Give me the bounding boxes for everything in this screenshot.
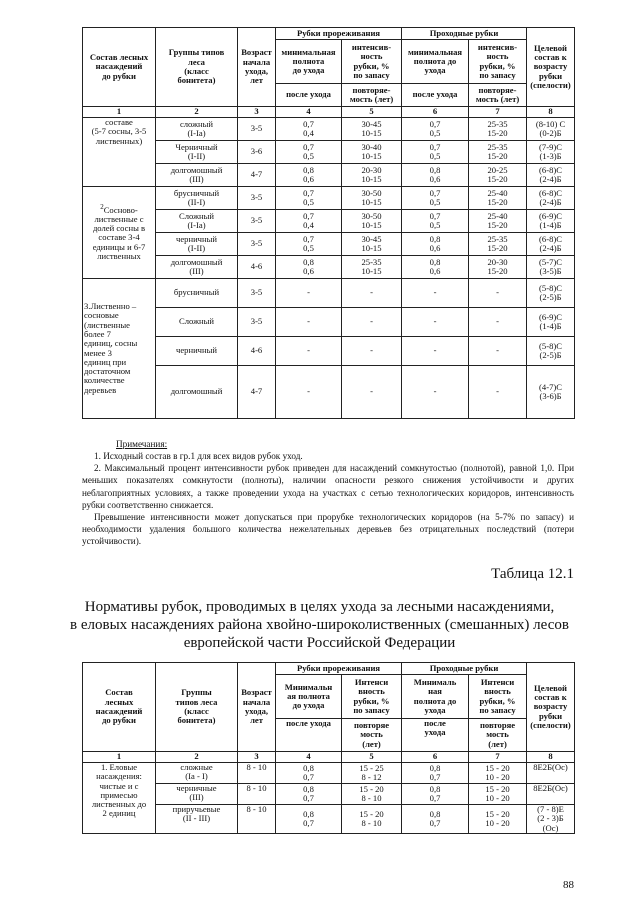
t2-min-density: 0,8 0,7 — [276, 784, 342, 805]
t2-min-density: 0,8 0,7 — [276, 763, 342, 784]
t2-header-repeat-p: повторяе мость (лет) — [469, 719, 527, 752]
t1-intensity-p: 20-30 15-20 — [469, 256, 527, 279]
t1-target: (6-8)С (2-4)Б — [527, 187, 575, 210]
table-1 — [82, 27, 575, 419]
t1-intensity-p: 20-25 15-20 — [469, 164, 527, 187]
t1-intensity: 30-45 10-15 — [342, 233, 402, 256]
t2-age: 8 - 10 — [238, 784, 276, 805]
t1-forest-type: Сложный (I-Ia) — [156, 210, 238, 233]
t2-age: 8 - 10 — [238, 763, 276, 784]
t1-intensity-p: 25-35 15-20 — [469, 118, 527, 141]
t1-intensity: 30-50 10-15 — [342, 187, 402, 210]
t2-target: 8Е2Б(Ос) — [527, 763, 575, 784]
t2-target: 8Е2Б(Ос) — [527, 784, 575, 805]
t1-intensity-p: 25-40 15-20 — [469, 187, 527, 210]
t2-intensity-p: 15 - 20 10 - 20 — [469, 784, 527, 805]
t1-min-density-p: 0,8 0,6 — [402, 233, 469, 256]
t1-header-min-density-p: минимальная полнота до ухода — [402, 40, 469, 84]
t2-age: 8 - 10 — [238, 805, 276, 834]
t1-intensity: 25-35 10-15 — [342, 256, 402, 279]
t2-intensity: 15 - 25 8 - 12 — [342, 763, 402, 784]
t1-forest-type: долгомошный — [156, 366, 238, 419]
t1-group2-label: $^2$Сосново- лиственные с долей сосны в составе 3-4 единицы и 6-7 лиственных — [83, 187, 156, 279]
t1-intensity-p: 25-40 15-20 — [469, 210, 527, 233]
t2-intensity-p: 15 - 20 10 - 20 — [469, 763, 527, 784]
notes — [82, 438, 574, 547]
t1-intensity-p: 25-35 15-20 — [469, 233, 527, 256]
note-2: 2. Максимальный процент интенсивности рубок приведен для насаждений сомкнутостью (полнотой), равной 1,0. При меньших показателях сомкнутости (полноты), наличии опасности резкого снижения устойчивости и других неблагоприятных условиях, а также проведении ухода на участках с сетью технологических коридоров, интенсивность рубки соответственно снижается. — [82, 463, 574, 510]
note-3: Превышение интенсивности может допускаться при прорубке технологических коридоров (на 5-7% по запасу) и необходимости удаления большого количества нежелательных деревьев без отрицательных последствий (потери устойчивости). — [82, 511, 574, 547]
t1-forest-type: долгомошный (III) — [156, 256, 238, 279]
t1-target: (5-7)С (3-5)Б — [527, 256, 575, 279]
t1-forest-type: черничный (I-II) — [156, 233, 238, 256]
t1-header-composition: Состав лесных насаждений до рубки — [83, 28, 156, 107]
t2-header-target: Целевой состав к возрасту рубки (спелости) — [527, 663, 575, 752]
table-row — [83, 187, 575, 210]
t1-target: (5-8)С (2-5)Б — [527, 279, 575, 308]
page-number: 88 — [563, 879, 574, 891]
t1-min-density-p: 0,8 0,6 — [402, 256, 469, 279]
t1-header-repeat-p: повторяе- мость (лет) — [469, 84, 527, 107]
t2-header-after: после ухода — [276, 719, 342, 752]
t1-min-density: 0,7 0,5 — [276, 187, 342, 210]
notes-title: Примечания: — [116, 439, 168, 449]
note-1: 1. Исходный состав в гр.1 для всех видов рубок уход. — [94, 451, 303, 462]
t1-intensity: - — [342, 366, 402, 419]
t1-target: (5-8)С (2-5)Б — [527, 337, 575, 366]
t1-header-after-p: после ухода — [402, 84, 469, 107]
t1-group3-label: 3.Лиственно – сосновые (лиственные более 7 единиц, сосны менее 3 единиц при достаточном количестве деревьев — [83, 279, 156, 419]
t1-intensity: 30-50 10-15 — [342, 210, 402, 233]
t1-age: 4-7 — [238, 366, 276, 419]
t1-age: 3-6 — [238, 141, 276, 164]
t2-header-repeat: повторяе мость (лет) — [342, 719, 402, 752]
t1-intensity: - — [342, 308, 402, 337]
t1-min-density-p: 0,7 0,5 — [402, 210, 469, 233]
table-row — [83, 210, 575, 233]
t1-age: 4-6 — [238, 337, 276, 366]
t2-target: (7 - 8)Е (2 - 3)Б (Ос) — [527, 805, 575, 834]
t1-min-density-p: - — [402, 279, 469, 308]
t1-header-intensity-p: интенсив- ность рубки, % по запасу — [469, 40, 527, 84]
t1-target: (6-8)С (2-4)Б — [527, 164, 575, 187]
t1-min-density-p: - — [402, 308, 469, 337]
t1-header-min-density: минимальная полнота до ухода — [276, 40, 342, 84]
t1-min-density: 0,7 0,5 — [276, 141, 342, 164]
t2-header-min-density: Минимальн ая полнота до ухода — [276, 675, 342, 719]
t1-min-density-p: - — [402, 366, 469, 419]
t1-age: 3-5 — [238, 187, 276, 210]
t1-header-forest-groups: Группы типов леса (класс бонитета) — [156, 28, 238, 107]
table-row — [83, 141, 575, 164]
t1-header-repeat: повторяе- мость (лет) — [342, 84, 402, 107]
t1-age: 3-5 — [238, 210, 276, 233]
t1-forest-type: сложный (I-Ia) — [156, 118, 238, 141]
t1-min-density: - — [276, 337, 342, 366]
t2-header-passage: Проходные рубки — [402, 663, 527, 675]
t1-header-age: Возраст начала ухода, лет — [238, 28, 276, 107]
table-row — [83, 337, 575, 366]
t1-intensity: - — [342, 279, 402, 308]
t1-forest-type: черничный — [156, 337, 238, 366]
t1-group1-label: составе (5-7 сосны, 3-5 лиственных) — [83, 118, 156, 187]
t2-column-numbers: 1 2 3 4 5 6 7 8 — [83, 752, 575, 763]
t1-min-density: 0,7 0,5 — [276, 233, 342, 256]
t1-intensity-p: - — [469, 279, 527, 308]
t2-min-density: 0,8 0,7 — [276, 805, 342, 834]
t1-intensity: 30-40 10-15 — [342, 141, 402, 164]
table-row — [83, 279, 575, 308]
t1-forest-type: брусничный — [156, 279, 238, 308]
t1-min-density: 0,7 0,4 — [276, 118, 342, 141]
t1-intensity: 30-45 10-15 — [342, 118, 402, 141]
table-heading: Нормативы рубок, проводимых в целях ухода за лесными насаждениями, в еловых насаждениях района хвойно-широколиственных (смешанных) лесов европейской части Российской Федерации — [70, 599, 569, 651]
t2-intensity-p: 15 - 20 10 - 20 — [469, 805, 527, 834]
t1-min-density-p: 0,7 0,5 — [402, 187, 469, 210]
t1-target: (4-7)С (3-6)Б — [527, 366, 575, 419]
t2-group1-label: 1. Еловые насаждения: чистые и с примесью лиственных до 2 единиц — [83, 763, 156, 834]
t1-target: (7-9)С (1-3)Б — [527, 141, 575, 164]
t1-header-thinning: Рубки прореживания — [276, 28, 402, 40]
t2-intensity: 15 - 20 8 - 10 — [342, 784, 402, 805]
table-row — [83, 366, 575, 419]
t2-forest-type: сложные (Ia - I) — [156, 763, 238, 784]
t1-intensity-p: - — [469, 366, 527, 419]
t2-header-composition: Состав лесных насаждений до рубки — [83, 663, 156, 752]
t1-min-density-p: 0,7 0,5 — [402, 118, 469, 141]
t1-min-density-p: - — [402, 337, 469, 366]
t2-header-intensity: Интенси вность рубки, % по запасу — [342, 675, 402, 719]
t2-min-density-p: 0,8 0,7 — [402, 784, 469, 805]
table-row — [83, 164, 575, 187]
t1-age: 3-5 — [238, 118, 276, 141]
table-row — [83, 256, 575, 279]
t1-header-target: Целевой состав к возрасту рубки (спелости) — [527, 28, 575, 107]
t2-min-density-p: 0,8 0,7 — [402, 763, 469, 784]
t1-forest-type: Сложный — [156, 308, 238, 337]
t1-age: 4-7 — [238, 164, 276, 187]
t2-header-min-density-p: Минималь ная полнота до ухода — [402, 675, 469, 719]
table-row — [83, 308, 575, 337]
t2-min-density-p: 0,8 0,7 — [402, 805, 469, 834]
t2-forest-type: черничные (III) — [156, 784, 238, 805]
t1-min-density-p: 0,8 0,6 — [402, 164, 469, 187]
t1-min-density: 0,7 0,4 — [276, 210, 342, 233]
t1-age: 3-5 — [238, 308, 276, 337]
t2-forest-type: приручьевые (II - III) — [156, 805, 238, 834]
t2-header-intensity-p: Интенси вность рубки, % по запасу — [469, 675, 527, 719]
t2-header-age: Возраст начала ухода, лет — [238, 663, 276, 752]
t1-target: (6-9)С (1-4)Б — [527, 210, 575, 233]
t1-forest-type: долгомошный (III) — [156, 164, 238, 187]
t1-header-passage: Проходные рубки — [402, 28, 527, 40]
t1-age: 4-6 — [238, 256, 276, 279]
t1-intensity-p: - — [469, 308, 527, 337]
table-row — [83, 763, 575, 784]
t1-min-density: - — [276, 308, 342, 337]
table-row — [83, 118, 575, 141]
t1-forest-type: Черничный (I-II) — [156, 141, 238, 164]
t1-target: (6-9)С (1-4)Б — [527, 308, 575, 337]
t1-forest-type: брусничный (II-I) — [156, 187, 238, 210]
t1-target: (8-10) С (0-2)Б — [527, 118, 575, 141]
t1-age: 3-5 — [238, 233, 276, 256]
t1-min-density-p: 0,7 0,5 — [402, 141, 469, 164]
t1-min-density: - — [276, 279, 342, 308]
t2-header-forest-groups: Группы типов леса (класс бонитета) — [156, 663, 238, 752]
t1-min-density: 0,8 0,6 — [276, 164, 342, 187]
t2-header-after-p: после ухода — [402, 719, 469, 752]
t1-intensity: - — [342, 337, 402, 366]
t2-header-thinning: Рубки прореживания — [276, 663, 402, 675]
t1-header-intensity: интенсив- ность рубки, % по запасу — [342, 40, 402, 84]
table-row — [83, 805, 575, 834]
t1-age: 3-5 — [238, 279, 276, 308]
table-number: Таблица 12.1 — [491, 566, 574, 582]
t1-min-density: - — [276, 366, 342, 419]
t1-column-numbers: 1 2 3 4 5 6 7 8 — [83, 107, 575, 118]
table-row — [83, 233, 575, 256]
t1-target: (6-8)С (2-4)Б — [527, 233, 575, 256]
t1-min-density: 0,8 0,6 — [276, 256, 342, 279]
t2-intensity: 15 - 20 8 - 10 — [342, 805, 402, 834]
table-2 — [82, 662, 575, 834]
t1-intensity-p: 25-35 15-20 — [469, 141, 527, 164]
t1-intensity: 20-30 10-15 — [342, 164, 402, 187]
table-row — [83, 784, 575, 805]
t1-header-after: после ухода — [276, 84, 342, 107]
t1-intensity-p: - — [469, 337, 527, 366]
